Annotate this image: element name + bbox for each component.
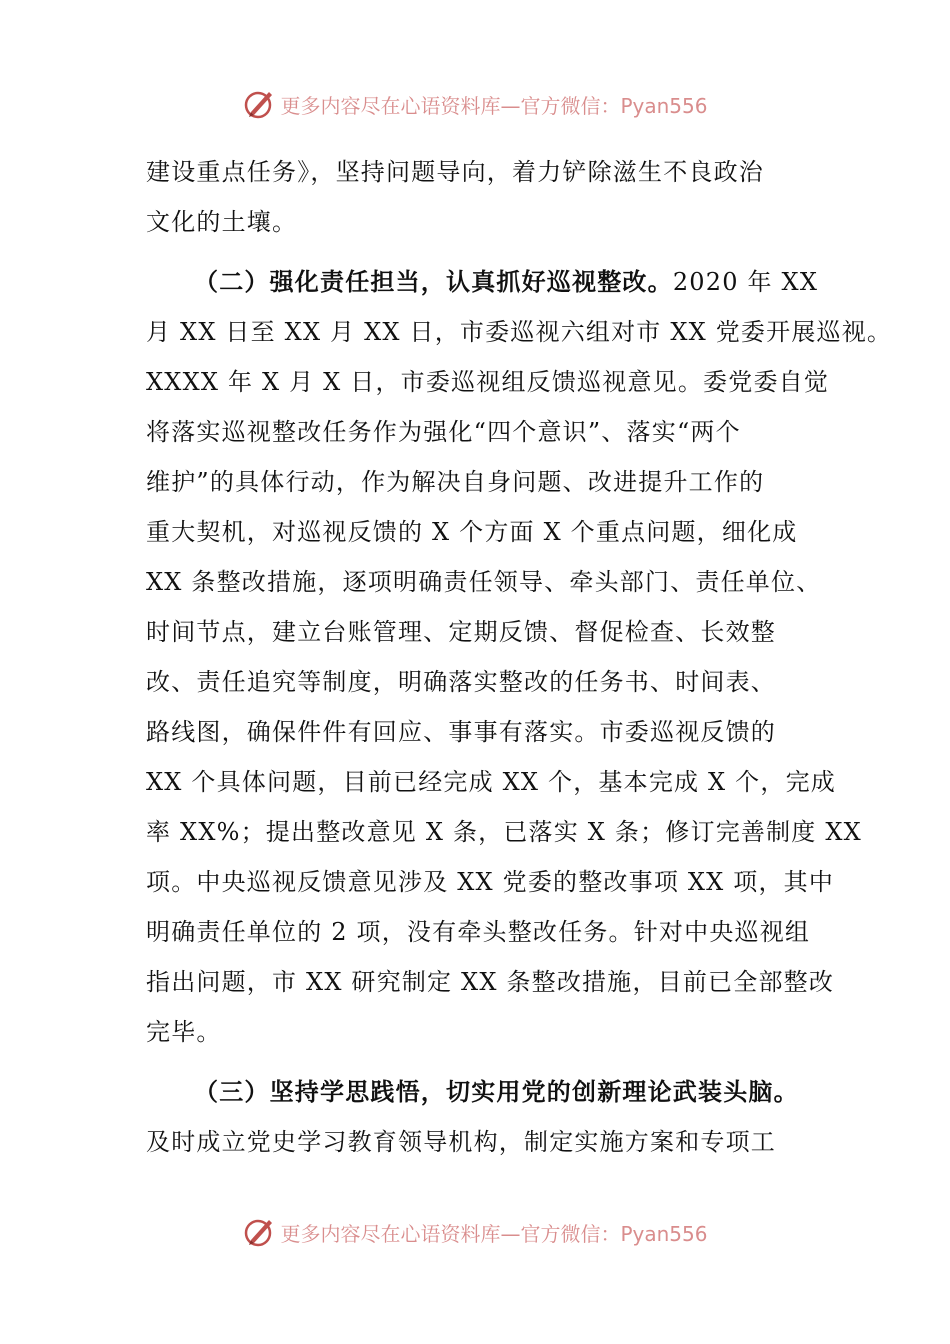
footer-watermark	[0, 1212, 950, 1252]
text-line: XX 个具体问题，目前已经完成 XX 个，基本完成 X 个，完成	[146, 768, 836, 796]
text-line: 率 XX%；提出整改意见 X 条，已落实 X 条；修订完善制度 XX	[146, 818, 862, 846]
section-heading: （二）强化责任担当，认真抓好巡视整改。	[194, 268, 673, 296]
text-line: 完毕。	[146, 1018, 222, 1046]
text-line: 改、责任追究等制度，明确落实整改的任务书、时间表、	[146, 668, 776, 696]
text-line: XXXX 年 X 月 X 日，市委巡视组反馈巡视意见。委党委自觉	[146, 368, 830, 396]
text-line: 月 XX 日至 XX 月 XX 日，市委巡视六组对市 XX 党委开展巡视。	[146, 318, 893, 346]
footer-watermark-text: 更多内容尽在心语资料库—官方微信：Pyan556	[280, 1221, 708, 1246]
section-heading: （三）坚持学思践悟，切实用党的创新理论武装头脑。	[194, 1078, 799, 1106]
text-line: 将落实巡视整改任务作为强化“四个意识”、落实“两个	[146, 418, 741, 446]
header-watermark-text: 更多内容尽在心语资料库—官方微信：Pyan556	[280, 93, 708, 118]
header-watermark	[0, 84, 950, 124]
text-line: 项。中央巡视反馈意见涉及 XX 党委的整改事项 XX 项，其中	[146, 868, 835, 896]
text-line: XX 条整改措施，逐项明确责任领导、牵头部门、责任单位、	[146, 568, 822, 596]
text-line: 指出问题，市 XX 研究制定 XX 条整改措施，目前已全部整改	[146, 968, 835, 996]
text-fragment: 2020 年 XX	[672, 268, 819, 296]
text-line: 维护”的具体行动，作为解决自身问题、改进提升工作的	[146, 468, 765, 496]
pen-logo-icon	[242, 1215, 276, 1249]
text-line: 重大契机，对巡视反馈的 X 个方面 X 个重点问题，细化成	[146, 518, 798, 546]
paragraph-first-line	[194, 264, 818, 300]
text-line: 及时成立党史学习教育领导机构，制定实施方案和专项工	[146, 1128, 776, 1156]
text-line: 建设重点任务》，坚持问题导向，着力铲除滋生不良政治	[146, 158, 764, 186]
text-line: 时间节点，建立台账管理、定期反馈、督促检查、长效整	[146, 618, 776, 646]
pen-logo-icon	[242, 87, 276, 121]
text-line: 明确责任单位的 2 项，没有牵头整改任务。针对中央巡视组	[146, 918, 811, 946]
text-line: 文化的土壤。	[146, 208, 298, 236]
text-line: 路线图，确保件件有回应、事事有落实。市委巡视反馈的	[146, 718, 776, 746]
